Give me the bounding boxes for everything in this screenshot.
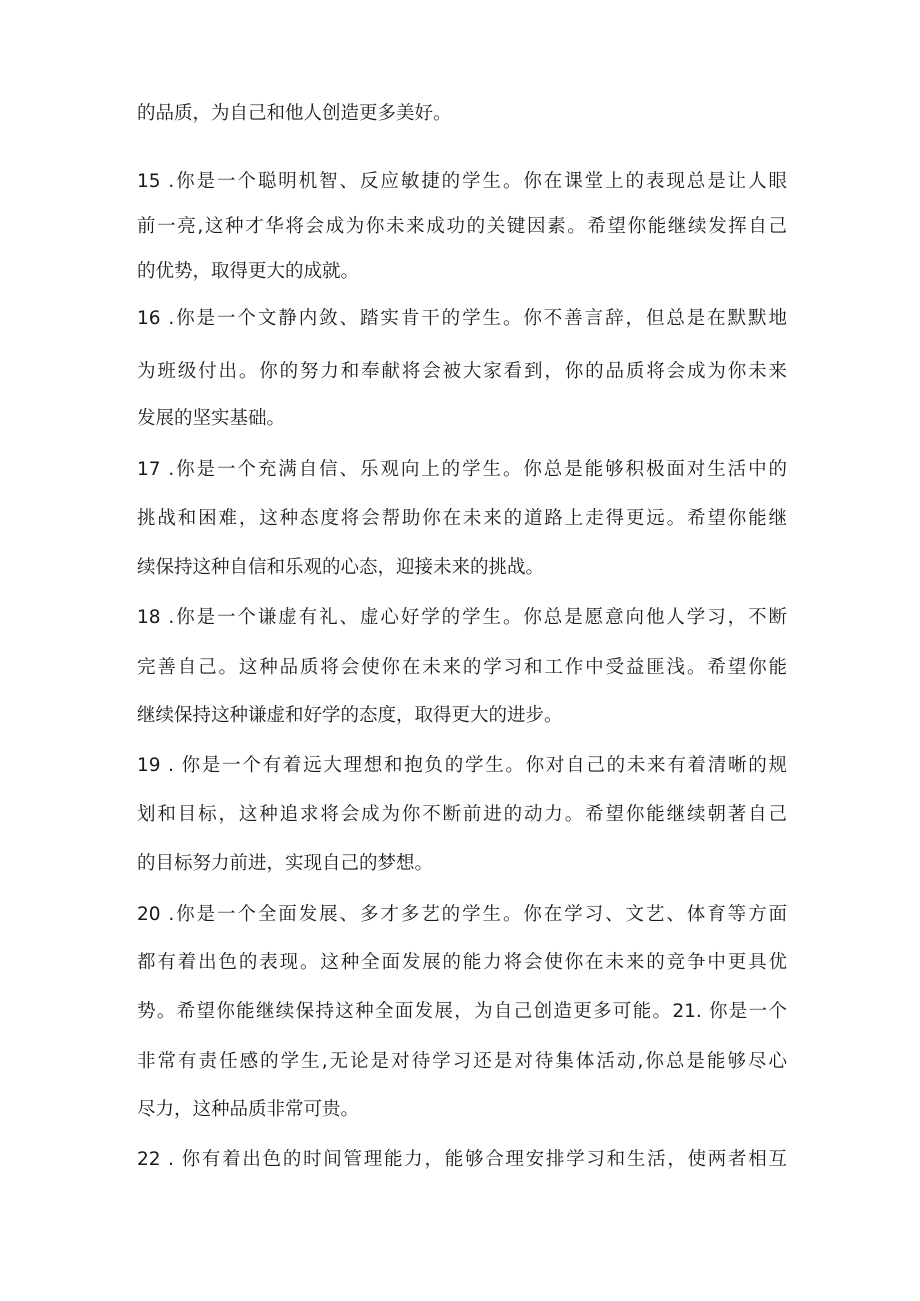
text-line: 17 .你是一个充满自信、乐观向上的学生。你总是能够积极面对生活中的 <box>137 459 787 480</box>
text-line: 的优势，取得更大的成就。 <box>137 261 360 282</box>
text-line: 非常有责任感的学生,无论是对待学习还是对待集体活动,你总是能够尽心 <box>137 1051 787 1072</box>
text-line: 尽力，这种品质非常可贵。 <box>137 1099 360 1120</box>
text-line: 完善自己。这种品质将会使你在未来的学习和工作中受益匪浅。希望你能 <box>137 657 787 678</box>
text-line: 19 . 你是一个有着远大理想和抱负的学生。你对自己的未来有着清晰的规 <box>137 755 787 776</box>
text-line: 挑战和困难，这种态度将会帮助你在未来的道路上走得更远。希望你能继 <box>137 508 787 529</box>
text-line: 16 .你是一个文静内敛、踏实肯干的学生。你不善言辞，但总是在默默地 <box>137 308 787 329</box>
text-line: 的目标努力前进，实现自己的梦想。 <box>137 853 434 874</box>
text-line: 发展的坚实基础。 <box>137 408 286 429</box>
text-line: 续保持这种自信和乐观的心态，迎接未来的挑战。 <box>137 557 545 578</box>
text-line: 势。希望你能继续保持这种全面发展，为自己创造更多可能。21. 你是一个 <box>137 1001 787 1022</box>
text-line: 的品质，为自己和他人创造更多美好。 <box>137 103 452 124</box>
text-line: 继续保持这种谦虚和好学的态度，取得更大的进步。 <box>137 705 563 726</box>
text-line: 前一亮,这种才华将会成为你未来成功的关键因素。希望你能继续发挥自己 <box>137 216 787 237</box>
text-line: 20 .你是一个全面发展、多才多艺的学生。你在学习、文艺、体育等方面 <box>137 904 787 925</box>
text-line: 22 . 你有着出色的时间管理能力，能够合理安排学习和生活，使两者相互 <box>137 1149 787 1170</box>
text-line: 为班级付出。你的努力和奉献将会被大家看到，你的品质将会成为你未来 <box>137 361 787 382</box>
text-line: 15 .你是一个聪明机智、反应敏捷的学生。你在课堂上的表现总是让人眼 <box>137 171 787 192</box>
text-line: 都有着出色的表现。这种全面发展的能力将会使你在未来的竞争中更具优 <box>137 952 787 973</box>
text-line: 18 .你是一个谦虚有礼、虚心好学的学生。你总是愿意向他人学习，不断 <box>137 607 787 628</box>
text-line: 划和目标，这种追求将会成为你不断前进的动力。希望你能继续朝著自己 <box>137 804 787 825</box>
